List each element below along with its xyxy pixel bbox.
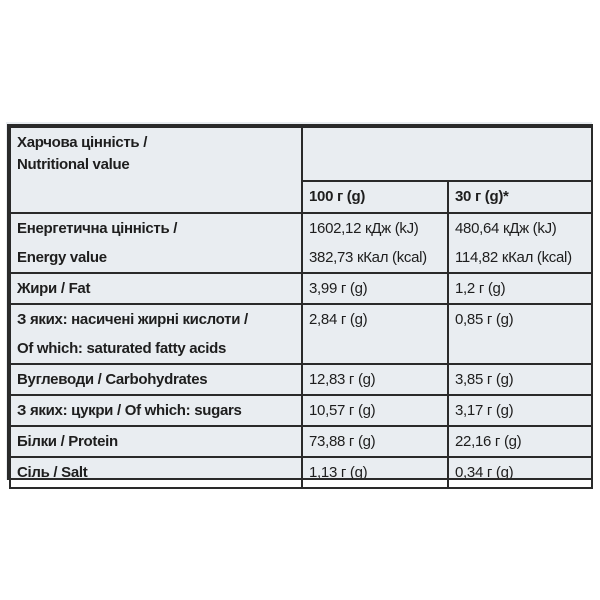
nutrient-name-line: Жири / Fat [17, 280, 91, 297]
value-30g-line: 480,64 кДж (kJ) [455, 220, 557, 237]
value-100g [302, 273, 448, 304]
nutrient-name-line: Energy value [17, 249, 107, 266]
table-header-row [10, 127, 592, 181]
value-30g-line: 3,17 г (g) [455, 402, 514, 419]
value-100g-line: 1602,12 кДж (kJ) [309, 220, 419, 237]
header-blank-cell [302, 127, 592, 181]
table-row [10, 457, 592, 488]
nutrient-name [10, 364, 302, 395]
value-30g-line: 22,16 г (g) [455, 433, 522, 450]
value-100g [302, 364, 448, 395]
value-100g-line: 10,57 г (g) [309, 402, 376, 419]
value-100g [302, 395, 448, 426]
value-30g [448, 395, 592, 426]
value-100g [302, 213, 448, 273]
nutrient-name-line: Білки / Protein [17, 433, 118, 450]
value-100g [302, 304, 448, 364]
nutrition-title-en: Nutritional value [17, 156, 130, 173]
nutrient-name [10, 395, 302, 426]
nutrient-name-line: Of which: saturated fatty acids [17, 340, 227, 357]
value-100g-line: 3,99 г (g) [309, 280, 368, 297]
nutrient-name-line: Вуглеводи / Carbohydrates [17, 371, 208, 388]
nutrition-title-ua: Харчова цінність / [17, 134, 148, 151]
table-row [10, 364, 592, 395]
value-30g [448, 426, 592, 457]
value-30g [448, 304, 592, 364]
nutrient-name [10, 273, 302, 304]
value-30g [448, 213, 592, 273]
nutrition-table [9, 126, 593, 489]
nutrient-name-line: З яких: насичені жирні кислоти / [17, 311, 248, 328]
table-row [10, 426, 592, 457]
value-100g-line: 382,73 кКал (kcal) [309, 249, 427, 266]
value-100g-line: 73,88 г (g) [309, 433, 376, 450]
nutrition-title-cell [10, 127, 302, 213]
column-header-30g: 30 г (g)* [448, 181, 592, 213]
value-100g-line: 2,84 г (g) [309, 311, 368, 328]
nutrient-name-line: Енергетична цінність / [17, 220, 178, 237]
value-100g [302, 457, 448, 488]
nutrient-name [10, 213, 302, 273]
value-30g [448, 457, 592, 488]
nutrient-name [10, 457, 302, 488]
table-row [10, 273, 592, 304]
value-100g-line: 12,83 г (g) [309, 371, 376, 388]
value-30g-line: 0,85 г (g) [455, 311, 514, 328]
value-30g-line: 3,85 г (g) [455, 371, 514, 388]
value-30g-line: 1,2 г (g) [455, 280, 506, 297]
value-30g [448, 273, 592, 304]
column-header-100g: 100 г (g) [302, 181, 448, 213]
table-row [10, 213, 592, 273]
nutrient-name-line: З яких: цукри / Of which: sugars [17, 402, 242, 419]
value-100g [302, 426, 448, 457]
nutrient-name [10, 304, 302, 364]
table-row [10, 304, 592, 364]
value-30g [448, 364, 592, 395]
nutrient-name [10, 426, 302, 457]
value-30g-line: 0,34 г (g) [455, 464, 514, 481]
value-100g-line: 1,13 г (g) [309, 464, 368, 481]
table-row [10, 395, 592, 426]
value-30g-line: 114,82 кКал (kcal) [455, 249, 572, 266]
nutrient-name-line: Сіль / Salt [17, 464, 88, 481]
